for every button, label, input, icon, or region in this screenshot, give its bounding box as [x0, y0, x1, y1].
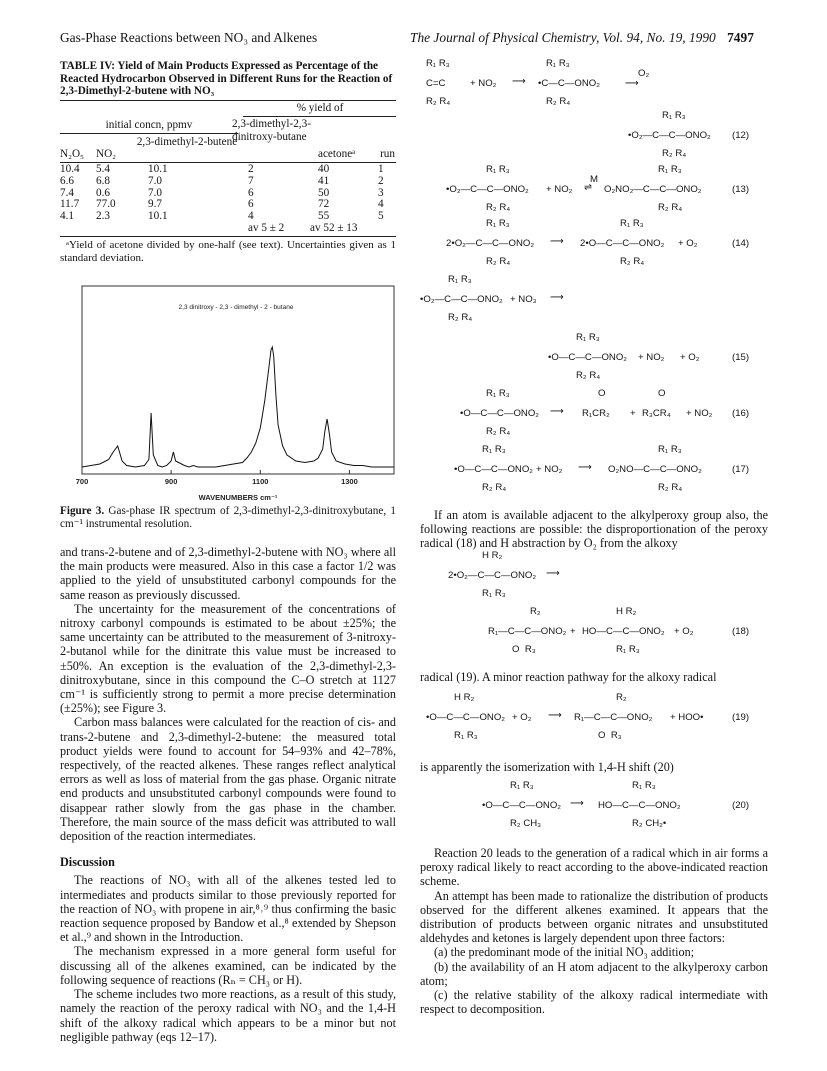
- reaction-20: [420, 778, 768, 838]
- eq16-left-bottom: R₂ R₄: [486, 426, 511, 437]
- eq19-number: (19): [732, 712, 750, 723]
- table-cell: 7: [248, 174, 254, 187]
- arrow-2: ⟶: [625, 78, 639, 89]
- reaction-18: [420, 550, 768, 660]
- table-cell: 4: [248, 210, 254, 223]
- figure-caption: [60, 505, 396, 530]
- eq17-no2: + NO₂: [536, 464, 563, 475]
- table-cell: 3: [378, 186, 384, 199]
- table-group-concn: initial concn, ppmv: [105, 119, 193, 131]
- eq16-arrow: ⟶: [550, 406, 564, 417]
- table-cell: 0.6: [96, 186, 110, 199]
- reaction-scheme-12-17: [420, 52, 768, 510]
- right-para-3-text: is apparently the isomerization with 1,4-H shift (20): [420, 760, 674, 774]
- eq13-left: •O₂—C—C—ONO₂: [446, 184, 529, 195]
- eq18-number: (18): [732, 626, 750, 637]
- table-cell: 5: [378, 210, 384, 223]
- right-item-c: (c) the relative stability of the alkoxy radical intermediate with respect to decomposition.: [420, 988, 768, 1017]
- eq15-no3: + NO₃: [510, 294, 537, 305]
- alkene-bottom-subs: R₂ R₄: [426, 96, 451, 107]
- eq13-equilibrium: ⇌: [584, 182, 593, 193]
- left-column-text: [60, 545, 396, 1044]
- table-cell: 7.0: [148, 174, 162, 187]
- left-para-4: The reactions of NO₃ with all of the alkenes tested led to intermediates and products similar to those previously reported for the reaction of NO₃ with propene in air,⁸˒⁹ thus confirming the basic reaction sequence proposed by Bandow et al.,⁸ extended by Shepson et al.,⁹ and shown in the Introduction.: [60, 873, 396, 945]
- running-header-left: Gas-Phase Reactions between NO₃ and Alkenes: [60, 30, 318, 45]
- x-tick-label: 900: [164, 477, 178, 486]
- eq18-left: 2•O₂—C—C—ONO₂: [448, 570, 537, 581]
- table-cell: 41: [318, 174, 330, 187]
- figure-ir-spectrum: [60, 280, 396, 505]
- adduct-bottom-subs: R₂ R₄: [546, 96, 571, 107]
- eq14-left-top: R₁ R₃: [486, 218, 510, 229]
- eq19-arrow: ⟶: [548, 710, 562, 721]
- eq15-left-top: R₁ R₃: [448, 274, 472, 285]
- col-header-acetone: acetoneᵃ: [318, 148, 356, 160]
- x-axis-label: WAVENUMBERS cm⁻¹: [198, 493, 278, 502]
- eq16-ketone1: R₁CR₂: [582, 408, 610, 419]
- right-para-2-text: radical (19). A minor reaction pathway for the alkoxy radical: [420, 670, 717, 684]
- table-cell: 72: [318, 198, 330, 211]
- table-cell: 11.7: [60, 198, 80, 211]
- discussion-heading: Discussion: [60, 855, 115, 870]
- figure-caption-text: Gas-phase IR spectrum of 2,3-dimethyl-2,3-dinitroxybutane, 1 cm⁻¹ instrumental resolution.: [60, 505, 396, 530]
- eq18-p2-bottom: R₁ R₃: [616, 644, 640, 655]
- eq20-left-top: R₁ R₃: [510, 780, 534, 791]
- eq14-left-bottom: R₂ R₄: [486, 256, 511, 267]
- table-cell: 77.0: [96, 198, 116, 211]
- table-concn-rule: [60, 133, 238, 134]
- col-header-run: run: [380, 148, 395, 160]
- x-tick-label: 700: [75, 477, 89, 486]
- eq17-left-top: R₁ R₃: [482, 444, 506, 455]
- eq14-number: (14): [732, 238, 750, 249]
- eq16-left: •O—C—C—ONO₂: [460, 408, 540, 419]
- eq19-right: R₁—C—C—ONO₂: [574, 712, 653, 723]
- table-cell: 10.1: [148, 163, 168, 175]
- right-para-5: An attempt has been made to rationalize the distribution of products observed for the different alkenes examined. It appears that the distribution of products between organic nitrates and unsubstituted aldehydes and ketones is largely dependent upon three factors:: [420, 888, 768, 946]
- table-caption: TABLE IV: Yield of Main Products Expressed as Percentage of the Reacted Hydrocarbon Observed in Different Runs for the Reaction of 2,3-Dimethyl-2-butene with NO₃: [60, 60, 393, 97]
- eq18-plus: +: [570, 626, 576, 637]
- eq16-ketone2: R₃CR₄: [642, 408, 671, 419]
- eq16-o1: O: [598, 388, 606, 399]
- eq15-arrow: ⟶: [550, 292, 564, 303]
- table-cell: 4: [378, 198, 384, 211]
- eq12-number: (12): [732, 130, 750, 141]
- table-cell: 4.1: [60, 210, 74, 223]
- eq19-o2: + O₂: [512, 712, 532, 723]
- left-para-1: and trans-2-butene and of 2,3-dimethyl-2-butene with NO₃ where all the main products were measured. Also in this case a factor 1/2 was applied to the yield of unsubstituted carbonyl compounds for the same reason as previously discussed.: [60, 545, 396, 602]
- eq19-right-bottom: O R₃: [598, 730, 622, 741]
- spectrum-label: 2,3 dinitroxy - 2,3 - dimethyl - 2 - butane: [178, 304, 294, 311]
- right-para-3: [420, 760, 768, 774]
- eq13-left-top: R₁ R₃: [486, 164, 510, 175]
- eq15-number: (15): [732, 352, 750, 363]
- eq15-left: •O₂—C—C—ONO₂: [420, 294, 503, 305]
- eq15-right-top: R₁ R₃: [576, 332, 600, 343]
- eq19-left-top: H R₂: [454, 692, 475, 703]
- reaction-19: [420, 688, 768, 758]
- eq15-left-bottom: R₂ R₄: [448, 312, 473, 323]
- eq18-left-bottom: R₁ R₃: [482, 588, 506, 599]
- table-cell: 50: [318, 186, 330, 199]
- left-para-3: Carbon mass balances were calculated for the reaction of cis- and trans-2-butene and 2,3-dimethyl-2-butene: the measured total product yields were found to account for 54–93% and 42–78%, respectively, of the reacted alkenes. These ranges reflect analytical errors as well as loss of material from the gas phase. Organic nitrate end products and unsubstituted carbonyl compounds were found to disappear rather slowly from the gas phase in the chamber. Therefore, the main source of the mass deficit was attributed to wall deposition of the reaction intermediates.: [60, 715, 396, 844]
- eq15-right: •O—C—C—ONO₂: [548, 352, 628, 363]
- eq17-right-top: R₁ R₃: [658, 444, 682, 455]
- right-item-b: (b) the availability of an H atom adjacent to the alkylperoxy carbon atom;: [420, 959, 768, 988]
- table-cell: 2: [378, 174, 384, 187]
- eq20-arrow: ⟶: [570, 798, 584, 809]
- eq16-number: (16): [732, 408, 750, 419]
- table-cell: 6.8: [96, 174, 110, 187]
- table-avg-dinitrate: av 5 ± 2: [248, 222, 285, 234]
- col-header-butene: 2,3-dimethyl-2-butene: [136, 136, 238, 148]
- eq14-o2: + O₂: [678, 238, 698, 249]
- right-item-a: (a) the predominant mode of the initial NO₃ addition;: [434, 945, 695, 960]
- table-cell: 40: [318, 163, 330, 175]
- eq18-p1-top: R₂: [530, 606, 541, 617]
- table-bottom-rule: [60, 236, 396, 237]
- table-cell: 2: [248, 163, 254, 175]
- eq12-top-subs: R₁ R₃: [662, 110, 686, 121]
- eq18-p1: R₁—C—C—ONO₂: [488, 626, 567, 637]
- table-cell: 10.1: [148, 210, 168, 223]
- eq15-no2: + NO₂: [638, 352, 665, 363]
- eq19-right-top: R₂: [616, 692, 627, 703]
- table-cell: 1: [378, 163, 384, 175]
- table-cell: 10.4: [60, 163, 80, 175]
- left-para-6: The scheme includes two more reactions, as a result of this study, namely the reaction of the peroxy radical with NO₃ and the 1,4-H shift of the alkoxy radical which appears to be a minor but not negligible pathway (eqs 12–17).: [60, 987, 396, 1044]
- eq16-plus: +: [630, 408, 636, 419]
- adduct-radical: •C—C—ONO₂: [538, 78, 600, 89]
- eq20-left-bottom: R₂ CH₃: [510, 818, 542, 829]
- table-cell: 6.6: [60, 174, 74, 187]
- eq16-o2: O: [658, 388, 666, 399]
- table-yield-rule: [243, 116, 396, 117]
- table-cell: 6: [248, 198, 254, 211]
- eq18-arrow: ⟶: [546, 568, 560, 579]
- eq16-no2: + NO₂: [686, 408, 713, 419]
- table-cell: 2.3: [96, 210, 110, 223]
- x-tick-label: 1100: [252, 477, 269, 486]
- x-axis-ticks: [76, 470, 358, 486]
- o2-above-arrow: O₂: [638, 68, 650, 79]
- table-cell: 7.0: [148, 186, 162, 199]
- eq13-m: M: [590, 174, 598, 185]
- left-para-5: The mechanism expressed in a more general form useful for discussing all of the alkenes examined, can be indicated by the following sequence of reactions (Rₙ = CH₃ or H).: [60, 944, 396, 987]
- eq14-left: 2•O₂—C—C—ONO₂: [446, 238, 535, 249]
- journal-citation: The Journal of Physical Chemistry, Vol. 94, No. 19, 1990: [410, 30, 716, 45]
- eq18-p2: HO—C—C—ONO₂: [582, 626, 665, 637]
- eq16-left-top: R₁ R₃: [486, 388, 510, 399]
- table-cell: 7.4: [60, 186, 74, 199]
- eq20-number: (20): [732, 800, 750, 811]
- eq12-product: •O₂—C—C—ONO₂: [628, 130, 711, 141]
- eq20-right-bottom: R₂ CH₂•: [632, 818, 667, 829]
- plot-frame: [82, 286, 394, 474]
- eq14-right-top: R₁ R₃: [620, 218, 644, 229]
- table-footnote: ᵃYield of acetone divided by one-half (see text). Uncertainties given as 1 standard deviation.: [60, 239, 396, 264]
- left-para-2: The uncertainty for the measurement of the concentrations of nitroxy carbonyl compounds is estimated to be about ±25%; the same uncertainty can be attributed to the measurement of 3-nitroxy-2-butanol while for the dinitrate this value must be increased to ±50%. An exception is the evaluation of the 2,3-dimethyl-2,3-dinitroxybutane, since in this compound the C–O stretch at 1127 cm⁻¹ is sufficiently strong to permit a more precise determination (±25%); see Figure 3.: [60, 601, 396, 716]
- eq19-hoo: + HOO•: [670, 712, 704, 723]
- reagent-no2: + NO₂: [470, 78, 497, 89]
- right-para-1-text: If an atom is available adjacent to the alkylperoxy group also, the following reactions are possible: the disproportionation of the peroxy radical (18) and H abstraction by O₂ from the alkoxy: [420, 508, 768, 551]
- page-number: 7497: [727, 30, 754, 45]
- eq15-o2: + O₂: [680, 352, 700, 363]
- eq20-right: HO—C—C—ONO₂: [598, 800, 681, 811]
- eq18-p1-bottom: O R₃: [512, 644, 536, 655]
- col-header-dinitroxybutane: 2,3-dimethyl-2,3-dinitroxy-butane: [232, 118, 311, 143]
- spectrum-trace: [82, 347, 394, 467]
- col-header-n2o5: N₂O₅: [60, 148, 84, 160]
- x-tick-label: 1300: [341, 477, 358, 486]
- table-cell: 9.7: [148, 198, 162, 211]
- right-para-2: [420, 670, 768, 684]
- eq14-arrow: ⟶: [550, 236, 564, 247]
- eq20-right-top: R₁ R₃: [632, 780, 656, 791]
- arrow-1: ⟶: [512, 76, 526, 87]
- eq13-right: O₂NO₂—C—C—ONO₂: [604, 184, 702, 195]
- table-avg-acetone: av 52 ± 13: [310, 222, 358, 234]
- eq17-arrow: ⟶: [578, 462, 592, 473]
- col-header-no2: NO₂: [96, 148, 117, 160]
- table-group-yield: % yield of: [296, 102, 344, 114]
- eq17-right: O₂NO—C—C—ONO₂: [608, 464, 702, 475]
- eq13-right-top: R₁ R₃: [658, 164, 682, 175]
- eq17-number: (17): [732, 464, 750, 475]
- eq13-no2: + NO₂: [546, 184, 573, 195]
- right-para-1: [420, 508, 768, 551]
- eq17-left: •O—C—C—ONO₂: [454, 464, 534, 475]
- alkene-core: C=C: [426, 78, 446, 89]
- table-cell: 55: [318, 210, 330, 223]
- alkene-top-subs: R₁ R₃: [426, 58, 450, 69]
- eq14-right-bottom: R₂ R₄: [620, 256, 645, 267]
- eq17-left-bottom: R₂ R₄: [482, 482, 507, 493]
- eq18-p2-top: H R₂: [616, 606, 637, 617]
- table-header-rule: [60, 162, 396, 163]
- right-para-4: Reaction 20 leads to the generation of a radical which in air forms a peroxy radical likely to react according to the above-indicated reaction scheme.: [420, 846, 768, 889]
- table-cell: 5.4: [96, 163, 110, 175]
- eq12-bottom-subs: R₂ R₄: [662, 148, 687, 159]
- eq15-right-bottom: R₂ R₄: [576, 370, 601, 381]
- eq13-left-bottom: R₂ R₄: [486, 202, 511, 213]
- eq13-right-bottom: R₂ R₄: [658, 202, 683, 213]
- eq19-left-bottom: R₁ R₃: [454, 730, 478, 741]
- figure-caption-label: Figure 3.: [60, 505, 105, 517]
- eq13-number: (13): [732, 184, 750, 195]
- eq14-right: 2•O—C—C—ONO₂: [580, 238, 665, 249]
- table-top-rule: [60, 100, 396, 101]
- adduct-top-subs: R₁ R₃: [546, 58, 570, 69]
- eq18-o2: + O₂: [674, 626, 694, 637]
- right-column-text: [420, 846, 768, 1016]
- eq20-left: •O—C—C—ONO₂: [482, 800, 562, 811]
- running-header-journal: [410, 30, 754, 46]
- table-cell: 6: [248, 186, 254, 199]
- eq17-right-bottom: R₂ R₄: [658, 482, 683, 493]
- eq18-left-top: H R₂: [482, 550, 503, 561]
- eq19-left: •O—C—C—ONO₂: [426, 712, 506, 723]
